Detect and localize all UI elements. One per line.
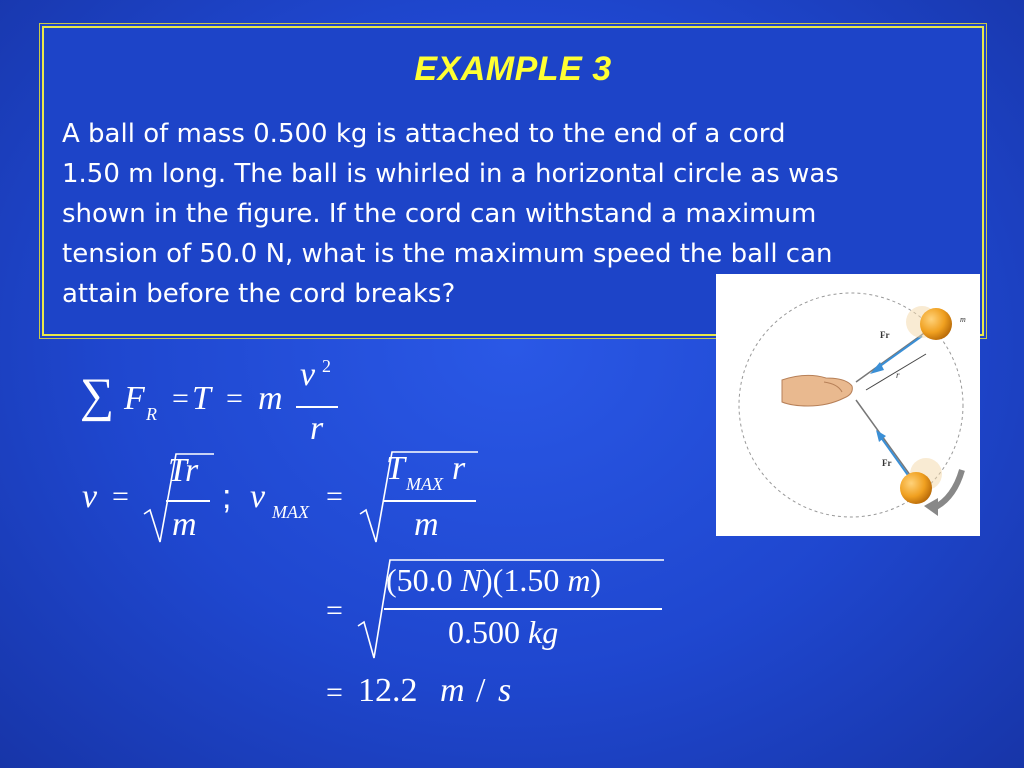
radius-label: r (896, 370, 900, 380)
eq1-F: F (124, 380, 145, 417)
motion-arrowhead (924, 498, 938, 516)
eq1-r: r (310, 410, 324, 447)
eq2-equals-1: = (112, 480, 129, 513)
eq2-m-1: m (172, 506, 197, 543)
eq4-unit-s: s (498, 672, 512, 709)
eq4-result-value: 12.2 (358, 672, 418, 709)
eq3-num-part-c: ) (590, 562, 602, 598)
eq2-vmax: v (250, 478, 266, 515)
eq3-numerator (386, 562, 601, 599)
eq3-den-value: 0.500 (448, 614, 528, 650)
figure-drawing (716, 274, 980, 536)
eq3-denominator (448, 614, 558, 651)
mass-label: m (960, 315, 966, 324)
eq3-unit-m: m (567, 562, 591, 598)
eq3-num-part-b: )(1.50 (482, 562, 568, 598)
eq4-unit-m: m (440, 672, 465, 709)
eq2-vmax-subscript: MAX (272, 502, 309, 522)
eq3-unit-kg: kg (528, 614, 559, 650)
eq1-exponent: 2 (322, 356, 331, 376)
eq3-fraction-bar (384, 608, 662, 610)
force-arrow-bottom (880, 436, 910, 478)
eq1-fraction-bar (296, 406, 338, 408)
eq2-Tmax-r: r (452, 450, 466, 487)
eq3-equals: = (326, 594, 343, 627)
eq2-fraction-bar-2 (384, 500, 476, 502)
eq2-v: v (82, 478, 98, 515)
eq1-v: v (300, 356, 316, 393)
eq2-Tmax-subscript: MAX (406, 474, 443, 494)
force-arrow-top (876, 336, 922, 369)
ball-bottom (900, 472, 932, 504)
eq3-num-part-a: (50.0 (386, 562, 461, 598)
eq2-Tmax-T: T (386, 450, 405, 487)
eq2-semicolon: ; (222, 478, 232, 516)
eq2-Tr: Tr (168, 452, 199, 489)
force-label-top: Fr (880, 330, 890, 340)
eq2-fraction-bar-1 (166, 500, 210, 502)
eq1-equals-2: = (226, 382, 243, 415)
slide-title: EXAMPLE 3 (414, 50, 612, 88)
problem-statement: A ball of mass 0.500 kg is attached to the end of a cord 1.50 m long. The ball is whirled in a horizontal circle as was shown in the figure. If the cord can withstand a maximum tension of 50.0 N, what is the maximum speed the ball can attain before the cord breaks? (62, 119, 839, 309)
eq1-T: T (192, 380, 211, 417)
eq4-equals: = (326, 676, 343, 709)
eq2-equals-2: = (326, 480, 343, 513)
eq1-equals-1: = (172, 382, 189, 415)
circular-motion-figure (716, 274, 980, 536)
sum-symbol: ∑ (80, 369, 115, 422)
cord-bottom (856, 400, 918, 486)
force-label-bottom: Fr (882, 458, 892, 468)
eq3-unit-N: N (460, 562, 482, 598)
eq2-m-2: m (414, 506, 439, 543)
ball-top (920, 308, 952, 340)
eq1-m: m (258, 380, 283, 417)
eq4-slash: / (476, 672, 486, 709)
eq1-F-subscript: R (146, 404, 157, 424)
